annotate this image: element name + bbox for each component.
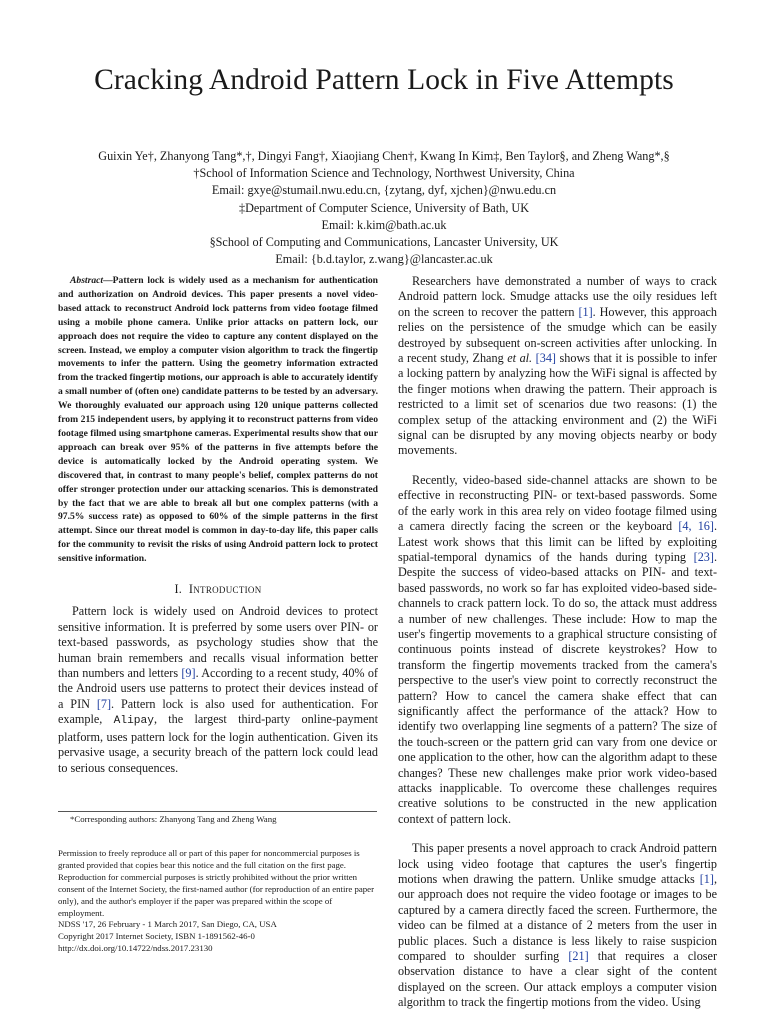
email-line: Email: gxye@stumail.nwu.edu.cn, {zytang, dyf, xjchen}@nwu.edu.cn [211, 183, 557, 198]
copyright-line: Copyright 2017 Internet Society, ISBN 1-1891562-46-0 [58, 931, 255, 942]
permission-notice: Permission to freely reproduce all or part of this paper for noncommercial purposes is granted provided that copies bear this notice and the full citation on the first page. Reproduction for commercial purposes is strictly prohibited without the prior written consent of the Internet Society, the first-named author (for reproduction of an entire paper only), and the author's employer if the paper was prepared within the scope of employment. NDSS '17, 26 February - 1 March 2017, San Diego, CA, USA Copyright 2017 Internet Society, ISBN 1-1891562-46-0 http://dx.doi.org/10.14722/ndss.2017.23130 [58, 848, 378, 955]
email-line: Email: k.kim@bath.ac.uk [321, 217, 447, 232]
body-paragraph: Recently, video-based side-channel attacks are shown to be effective in reconstructing PIN- or text-based passwords. Some of the early work in this area rely on video footage filmed using a camera directly facing the screen or the keyboard [4, 16]. Latest work shows that this limit can be lifted by exploiting spatial-temporal dynamics of the hands during typing [23]. Despite the success of video-based attacks on PIN- and text-based passwords, no work so far has exploited video-based side-channels to crack pattern lock. To do so, the attack must address a number of new challenges. These include: How to map the user's fingertip movements to a graphical structure consisting of continuous points instead of discrete keystrokes? How to transform the fingertip movements tracked from the camera's perspective to the user's view point to correctly reconstruct the pattern? How to cancel the camera shake effect that can significantly affect the performance of the attack? How to identify two overlapping line segments of a pattern? The size of the touch-screen or the pattern grid can vary from one device or one application to the other, how can the algorithm adapt to these changes? These new challenges make prior work video-based attacks inapplicable. To overcome these challenges requires creative solutions to be constructed in the new application context of pattern lock. [398, 472, 717, 826]
citation-link[interactable]: [1] [578, 304, 593, 319]
citation-link[interactable]: [34] [535, 351, 556, 366]
corresponding-author-footnote: *Corresponding authors: Zhanyong Tang and Zheng Wang [70, 814, 277, 824]
author-block [40, 148, 728, 268]
citation-link[interactable]: [9] [181, 666, 196, 681]
abstract-label: Abstract [70, 275, 104, 286]
affiliation-line: †School of Information Science and Technology, Northwest University, China [193, 166, 575, 181]
citation-link[interactable]: [7] [96, 696, 112, 711]
body-paragraph: Researchers have demonstrated a number of ways to crack Android pattern lock. Smudge attacks use the oily residues left on the screen to recover the pattern [1]. However, this approach relies on the persistence of the smudge which can be easily destroyed by subsequent on-screen activities after unlocking. In a recent study, Zhang et al. [34] shows that it is possible to infer a locking pattern by analyzing how the WiFi signal is affected by the finger motions when drawing the pattern. Their approach is restricted to a limit set of scenarios due two reasons: (1) the complex setup of the attacking environment and (2) the WiFi signal can be disrupted by any moving objects nearby or body movements. [398, 274, 717, 458]
citation-link[interactable]: [1] [699, 872, 714, 887]
citation-link[interactable]: [21] [568, 949, 589, 964]
author-list: Guixin Ye†, Zhanyong Tang*,†, Dingyi Fang†, Xiaojiang Chen†, Kwang In Kim‡, Ben Taylor§, and Zheng Wang*,§ [98, 149, 670, 163]
right-column [398, 274, 717, 1025]
doi-line: http://dx.doi.org/10.14722/ndss.2017.23130 [58, 943, 213, 954]
abstract-text: Pattern lock is widely used as a mechanism for authentication and authorization on Android devices. This paper presents a novel video-based attack to reconstruct Android lock patterns from video footage filmed using a mobile phone camera. Unlike prior attacks on pattern lock, our approach does not require the video to capture any content displayed on the screen. Instead, we employ a computer vision algorithm to track the fingertip movements to infer the pattern. Using the geometry information extracted from the tracked fingertip motions, our approach is able to accurately identify a small number of (often one) candidate patterns to be tested by an adversary. We thoroughly evaluated our approach using 120 unique patterns collected from 215 independent users, by applying it to reconstruct patterns from video footage filmed using smartphone cameras. Experimental results show that our approach can break over 95% of the patterns in five attempts before the device is automatically locked by the Android operating system. We discovered that, in contrast to many people's belief, complex patterns do not offer stronger protection under our attacking scenarios. This is demonstrated by the fact that we are able to break all but one complex patterns (with a 97.5% success rate) as opposed to 60% of the simple patterns in the first attempt. Since our threat model is common in day-to-day life, this paper calls for the community to revisit the risks of using Android pattern lock to protect sensitive information. [58, 275, 378, 565]
citation-link[interactable]: [23] [693, 549, 714, 564]
affiliation-line: §School of Computing and Communications, Lancaster University, UK [209, 235, 559, 250]
venue-line: NDSS '17, 26 February - 1 March 2017, San Diego, CA, USA [58, 919, 277, 930]
left-column [58, 274, 378, 790]
affiliation-line: ‡Department of Computer Science, University of Bath, UK [238, 200, 530, 215]
section-heading-introduction: I. Introduction [174, 582, 262, 597]
paper-title: Cracking Android Pattern Lock in Five Attempts [94, 64, 674, 96]
intro-paragraph: Pattern lock is widely used on Android devices to protect sensitive information. It is preferred by some users over PIN- or text-based passwords, as psychology studies show that the human brain remembers and recalls visual information better than numbers and letters [9]. According to a recent study, 40% of the Android users use patterns to protect their devices instead of a PIN [7]. Pattern lock is also used for authentication. For example, Alipay, the largest third-party online-payment platform, uses pattern lock for the login authentication. Given its pervasive usage, a security breach of the pattern lock could lead to serious consequences. [58, 604, 378, 775]
body-paragraph: This paper presents a novel approach to crack Android pattern lock using video footage that captures the user's fingertip motions when drawing the pattern. Unlike smudge attacks [1], our approach does not require the video footage or images to be captured by a camera directly faced the screen. Furthermore, the video can be filmed at a distance of 2 meters from the user in public places. Such a distance is less likely to raise suspicion compared to shoulder surfing [21] that requires a closer observation distance to have a clear sight of the content displayed on the screen. Our attack employs a computer vision algorithm to track the fingertip motions from the video. Using [398, 841, 717, 1010]
footnote-divider [58, 811, 377, 812]
code-term: Alipay [113, 715, 154, 728]
abstract: Abstract—Pattern lock is widely used as a mechanism for authentication and authorization on Android devices. This paper presents a novel video-based attack to reconstruct Android lock patterns from video footage filmed using a mobile phone camera. Unlike prior attacks on pattern lock, our approach does not require the video to capture any content displayed on the screen. Instead, we employ a computer vision algorithm to track the fingertip movements to infer the pattern. Using the geometry information extracted from the tracked fingertip motions, our approach is able to accurately identify a small number of (often one) candidate patterns to be tested by an adversary. We thoroughly evaluated our approach using 120 unique patterns collected from 215 independent users, by applying it to reconstruct patterns from video footage filmed using smartphone cameras. Experimental results show that our approach can break over 95% of the patterns in five attempts before the device is automatically locked by the Android operating system. We discovered that, in contrast to many people's belief, complex patterns do not offer stronger protection under our attacking scenarios. This is demonstrated by the fact that we are able to break all but one complex patterns (with a 97.5% success rate) as opposed to 60% of the simple patterns in the first attempt. Since our threat model is common in day-to-day life, this paper calls for the community to revisit the risks of using Android pattern lock to protect sensitive information. [58, 275, 378, 565]
citation-link[interactable]: [4, 16] [678, 519, 714, 534]
email-line: Email: {b.d.taylor, z.wang}@lancaster.ac.uk [275, 252, 493, 267]
